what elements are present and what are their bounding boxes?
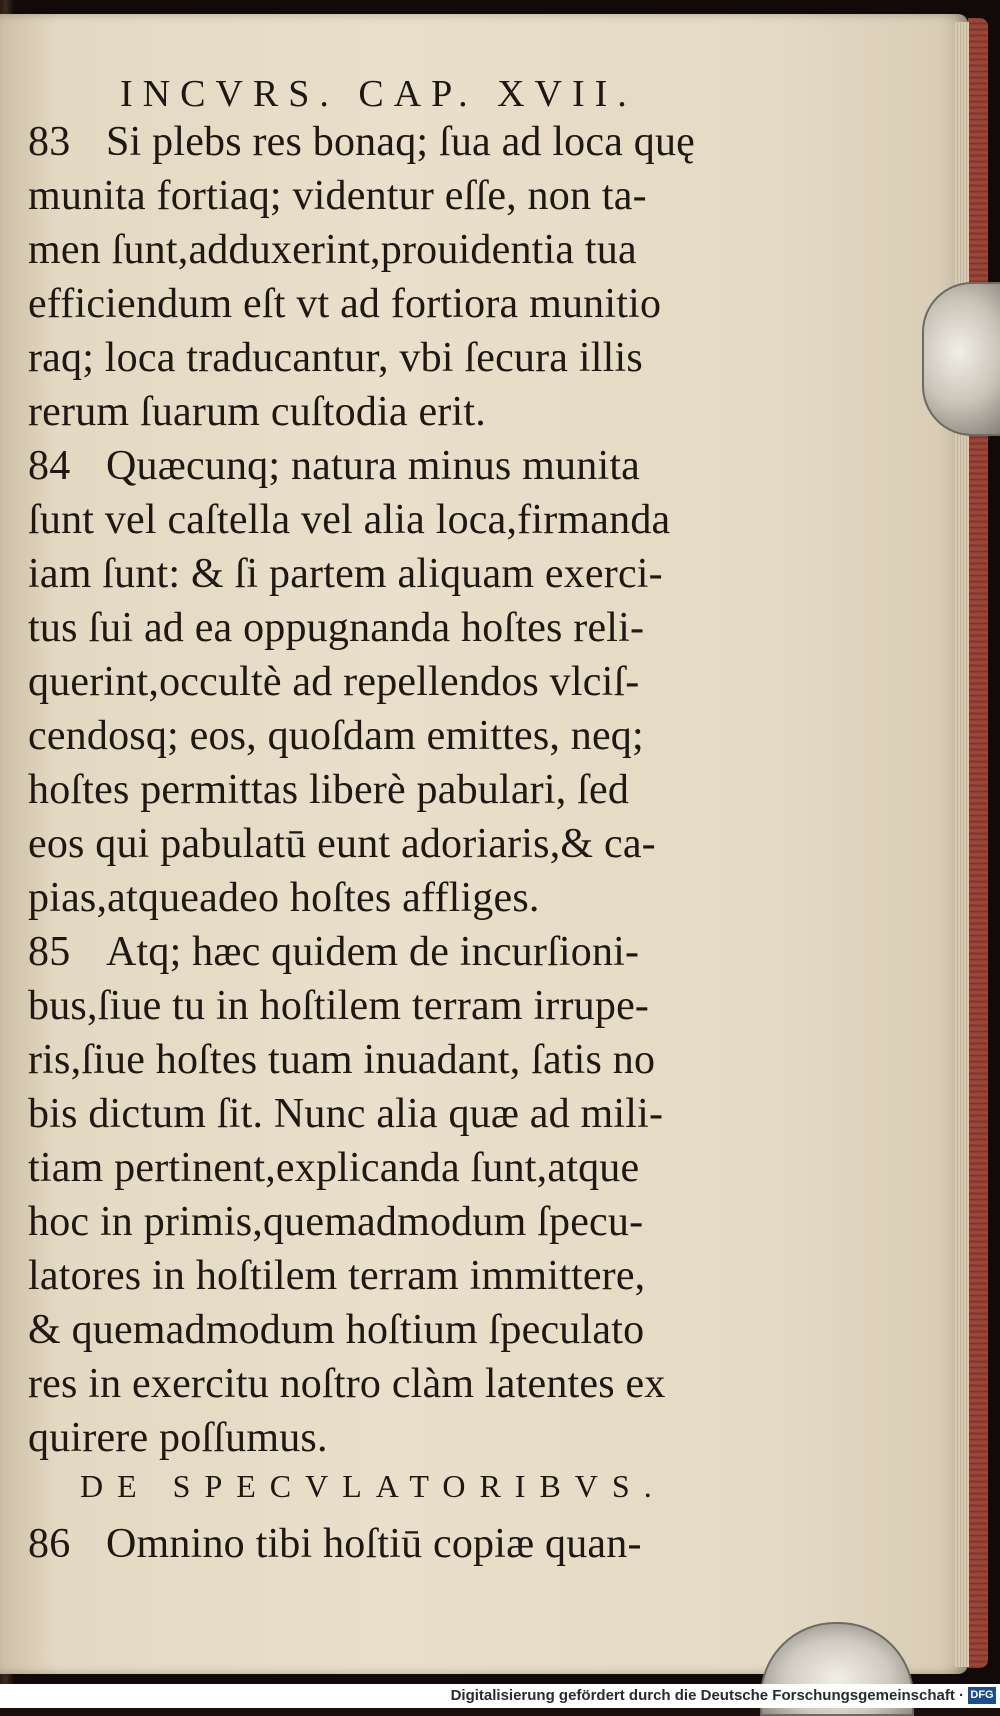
line-text: eos qui pabulatū eunt adoriaris,& ca- [28, 821, 656, 867]
text-line [28, 1144, 639, 1192]
line-text: bus,ſiue tu in hoſtilem terram irrupe- [28, 983, 650, 1029]
line-text: Omnino tibi hoſtiū copiæ quan- [106, 1521, 642, 1567]
text-line [28, 118, 695, 166]
text-line [28, 442, 640, 490]
line-text: pias,atqueadeo hoſtes affliges. [28, 875, 540, 921]
text-line [28, 280, 661, 328]
text-line [28, 1360, 666, 1408]
line-text: efficiendum eſt vt ad fortiora munitio [28, 281, 662, 327]
text-line [28, 658, 640, 706]
line-text: Si plebs res bonaq; ſua ad loca quę [106, 119, 696, 165]
text-line [28, 1414, 328, 1462]
text-line [28, 982, 649, 1030]
line-text: raq; loca traducantur, vbi ſecura illis [28, 335, 643, 381]
line-text: res in exercitu noſtro clàm latentes ex [28, 1361, 666, 1407]
line-text: hoſtes permittas liberè pabulari, ſed [28, 767, 630, 813]
line-text: ris,ſiue hoſtes tuam inuadant, ſatis no [28, 1037, 656, 1083]
paragraph-number: 84 [28, 443, 71, 489]
text-line [28, 1520, 642, 1568]
line-text: munita fortiaq; videntur eſſe, non ta- [28, 173, 647, 219]
paragraph-number: 86 [28, 1521, 71, 1567]
line-text: men ſunt,adduxerint,prouidentia tua [28, 227, 637, 273]
text-line [28, 496, 670, 544]
line-text: latores in hoſtilem terram immittere, [28, 1253, 646, 1299]
text-line [28, 1198, 643, 1246]
paragraph-number: 85 [28, 929, 71, 975]
dfg-logo: DFG [968, 1687, 996, 1704]
paragraph-number: 83 [28, 119, 71, 165]
text-line [28, 388, 486, 436]
text-line [28, 1306, 644, 1354]
text-line [28, 874, 540, 922]
credit-text: Digitalisierung gefördert durch die Deutsche Forschungsgemeinschaft · [450, 1687, 964, 1704]
text-line [28, 226, 637, 274]
text-line [28, 604, 644, 652]
line-text: querint,occultè ad repellendos vlciſ- [28, 659, 640, 705]
book-clip-top [922, 282, 1000, 436]
line-text: rerum ſuarum cuſtodia erit. [28, 389, 486, 435]
text-line [28, 766, 629, 814]
digitization-credit-bar [0, 1684, 1000, 1708]
text-line [28, 1090, 663, 1138]
line-text: ſunt vel caſtella vel alia loca,firmanda [28, 497, 671, 543]
text-line [28, 712, 644, 760]
page-stack-edges [955, 22, 969, 1667]
text-line [28, 928, 639, 976]
line-text: iam ſunt: & ſi partem aliquam exerci- [28, 551, 663, 597]
line-text: cendosq; eos, quoſdam emittes, neq; [28, 713, 644, 759]
text-line [28, 550, 663, 598]
line-text: tiam pertinent,explicanda ſunt,atque [28, 1145, 640, 1191]
line-text: Atq; hæc quidem de incurſioni- [106, 929, 640, 975]
line-text: tus ſui ad ea oppugnanda hoſtes reli- [28, 605, 645, 651]
running-head: INCVRS. CAP. XVII. [120, 73, 637, 115]
section-heading: DE SPECVLATORIBVS. [80, 1468, 666, 1504]
line-text: hoc in primis,quemadmodum ſpecu- [28, 1199, 644, 1245]
text-line [28, 334, 643, 382]
text-line [28, 1252, 645, 1300]
page-edge-red [968, 18, 988, 1668]
text-line [28, 820, 656, 868]
line-text: Quæcunq; natura minus munita [106, 443, 641, 489]
line-text: quirere poſſumus. [28, 1415, 328, 1461]
line-text: & quemadmodum hoſtium ſpeculato [28, 1307, 645, 1353]
line-text: bis dictum ſit. Nunc alia quæ ad mili- [28, 1091, 664, 1137]
text-line [28, 1036, 655, 1084]
text-line [28, 172, 647, 220]
